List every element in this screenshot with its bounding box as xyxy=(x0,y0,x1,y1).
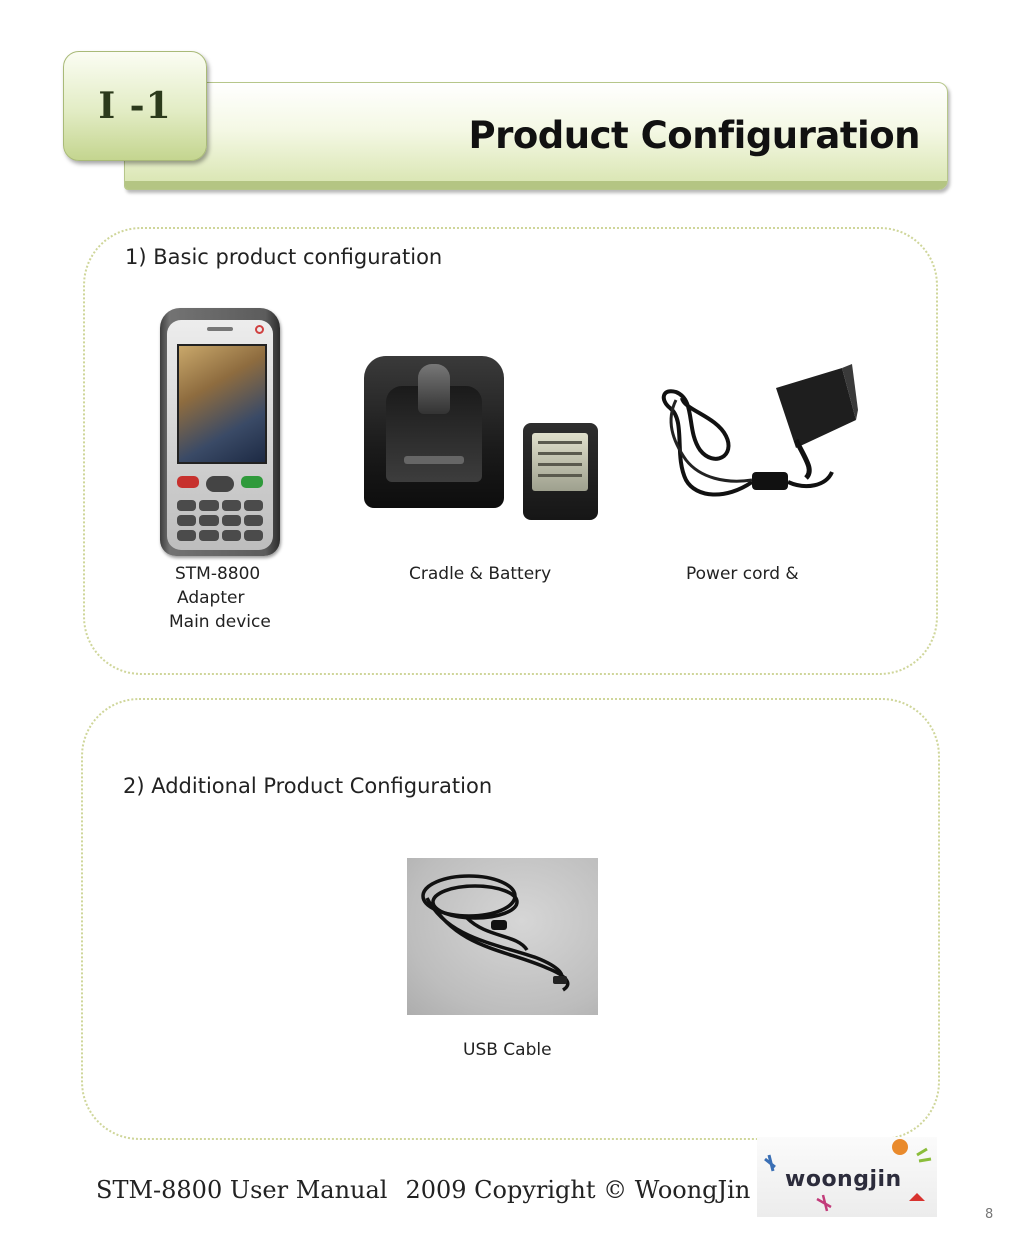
footer-manual-title: STM-8800 User Manual xyxy=(96,1176,388,1204)
page-number: 8 xyxy=(985,1207,994,1222)
page-title: Product Configuration xyxy=(468,114,920,157)
usb-cable-image xyxy=(407,858,598,1015)
caption-adapter: Adapter xyxy=(177,588,245,608)
cradle-image xyxy=(364,356,504,508)
stm8800-device-image xyxy=(160,308,280,556)
caption-usb-cable: USB Cable xyxy=(463,1040,552,1060)
section-label: I -1 xyxy=(98,85,172,127)
additional-config-heading: 2) Additional Product Configuration xyxy=(123,774,493,798)
power-adapter-image xyxy=(656,360,858,510)
section-badge xyxy=(63,51,207,161)
caption-main-device: STM-8800 xyxy=(175,564,261,584)
battery-image xyxy=(523,423,598,520)
caption-main-device-label: Main device xyxy=(169,612,271,632)
footer-text xyxy=(96,1176,750,1204)
caption-power-cord: Power cord & xyxy=(686,564,799,584)
woongjin-logo xyxy=(757,1137,937,1217)
caption-cradle-battery: Cradle & Battery xyxy=(409,564,552,584)
logo-word: woongjin xyxy=(785,1167,902,1192)
basic-config-heading: 1) Basic product configuration xyxy=(125,245,443,269)
footer-copyright: 2009 Copyright © WoongJin xyxy=(405,1176,751,1204)
